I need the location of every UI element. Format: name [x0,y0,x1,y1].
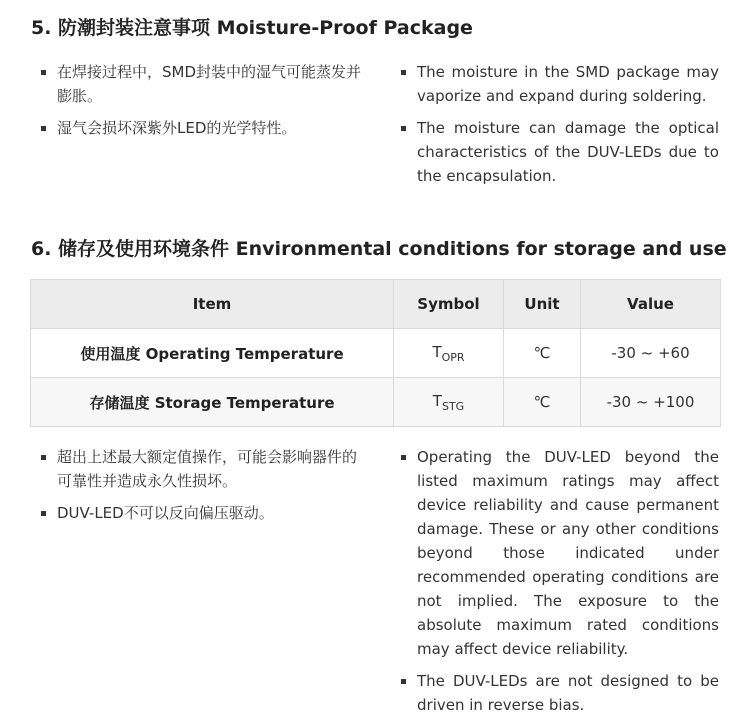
list-item: Operating the DUV-LED beyond the listed maximum ratings may affect device reliability and cause permanent damage. These or any other conditions beyond those indicated under recommended operating conditions are not implied. The exposure to the absolute maximum rated conditions may affect device reliability. [398,445,719,661]
cell-symbol [394,329,504,378]
environment-conditions-table [30,279,721,427]
section-5-chinese-list [38,60,368,148]
table-row [31,329,721,378]
cell-item: 使用温度 Operating Temperature [31,329,394,378]
section-6-title: 6. 储存及使用环境条件 Environmental conditions for storage and use [31,238,727,260]
column-header-symbol: Symbol [394,280,504,329]
column-header-unit: Unit [504,280,581,329]
list-item: 湿气会损坏深紫外LED的光学特性。 [38,116,368,140]
section-6-english-list [398,445,719,725]
symbol-main: T [432,391,442,410]
symbol-main: T [432,342,442,361]
list-item: The moisture can damage the optical characteristics of the DUV-LEDs due to the encapsulation. [398,116,719,188]
table-row [31,378,721,427]
section-5-title: 5. 防潮封装注意事项 Moisture-Proof Package [31,17,473,39]
symbol-subscript: STG [441,399,465,413]
cell-value: -30 ~ +100 [581,378,721,427]
section-5-english-list [398,60,719,196]
cell-unit: ℃ [504,378,581,427]
cell-value: -30 ~ +60 [581,329,721,378]
list-item: The moisture in the SMD package may vaporize and expand during soldering. [398,60,719,108]
list-item: DUV-LED不可以反向偏压驱动。 [38,501,368,525]
cell-item: 存储温度 Storage Temperature [31,378,394,427]
cell-symbol [394,378,504,427]
list-item: The DUV-LEDs are not designed to be driven in reverse bias. [398,669,719,717]
list-item: 超出上述最大额定值操作，可能会影响器件的可靠性并造成永久性损坏。 [38,445,368,493]
symbol-subscript: OPR [441,350,465,364]
column-header-item: Item [31,280,394,329]
column-header-value: Value [581,280,721,329]
section-6-chinese-list [38,445,368,533]
cell-unit: ℃ [504,329,581,378]
list-item: 在焊接过程中，SMD封装中的湿气可能蒸发并膨胀。 [38,60,368,108]
table-header-row [31,280,721,329]
